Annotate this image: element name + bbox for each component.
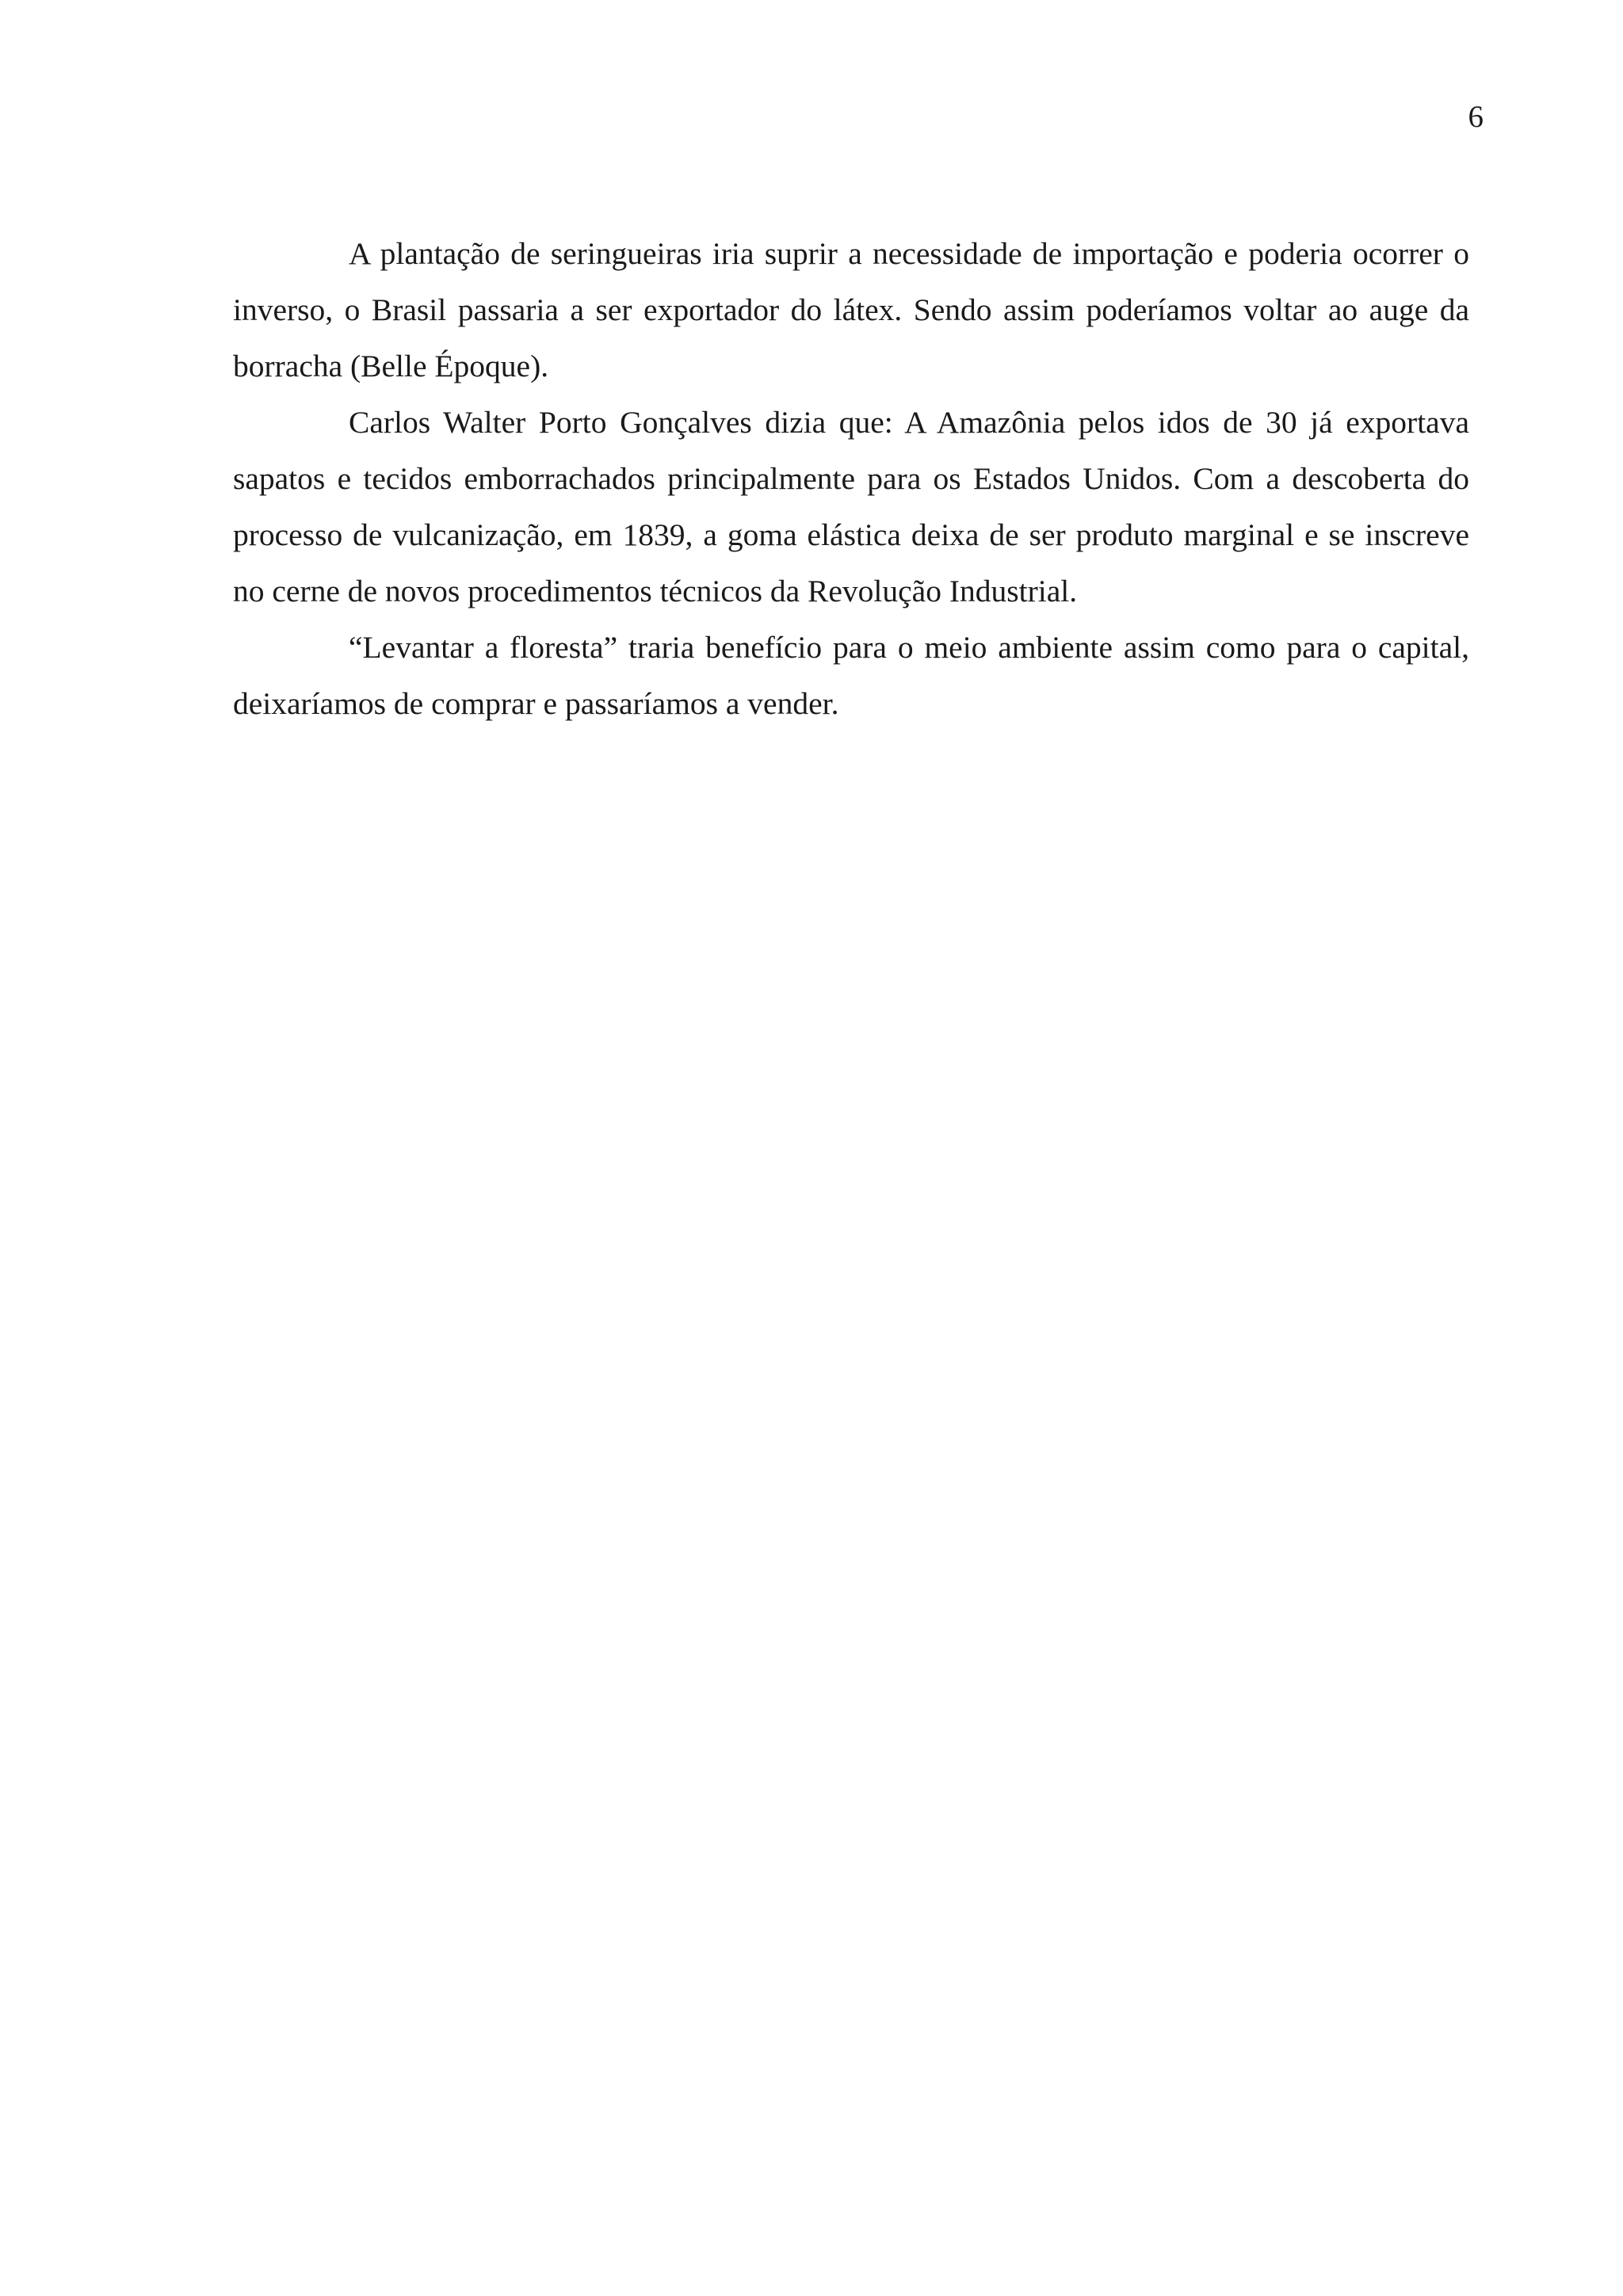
paragraph-carlos-walter: Carlos Walter Porto Gonçalves dizia que: A Amazônia pelos idos de 30 já exportava sapatos e tecidos emborrachados principalmente para os Estados Unidos. Com a descoberta do processo de vulcanização, em 1839, a goma elástica deixa de ser produto marginal e se inscreve no cerne de novos procedimentos técnicos da Revolução Industrial. xyxy=(233,405,1469,608)
body-text xyxy=(233,226,1469,732)
page-number: 6 xyxy=(1468,100,1484,134)
paragraph-seringueiras: A plantação de seringueiras iria suprir a necessidade de importação e poderia ocorrer o inverso, o Brasil passaria a ser exportador do látex. Sendo assim poderíamos voltar ao auge da borracha (Belle Époque). xyxy=(233,236,1469,383)
paragraph-levantar-floresta: “Levantar a floresta” traria benefício para o meio ambiente assim como para o capital, deixaríamos de comprar e passaríamos a vender. xyxy=(233,630,1469,721)
